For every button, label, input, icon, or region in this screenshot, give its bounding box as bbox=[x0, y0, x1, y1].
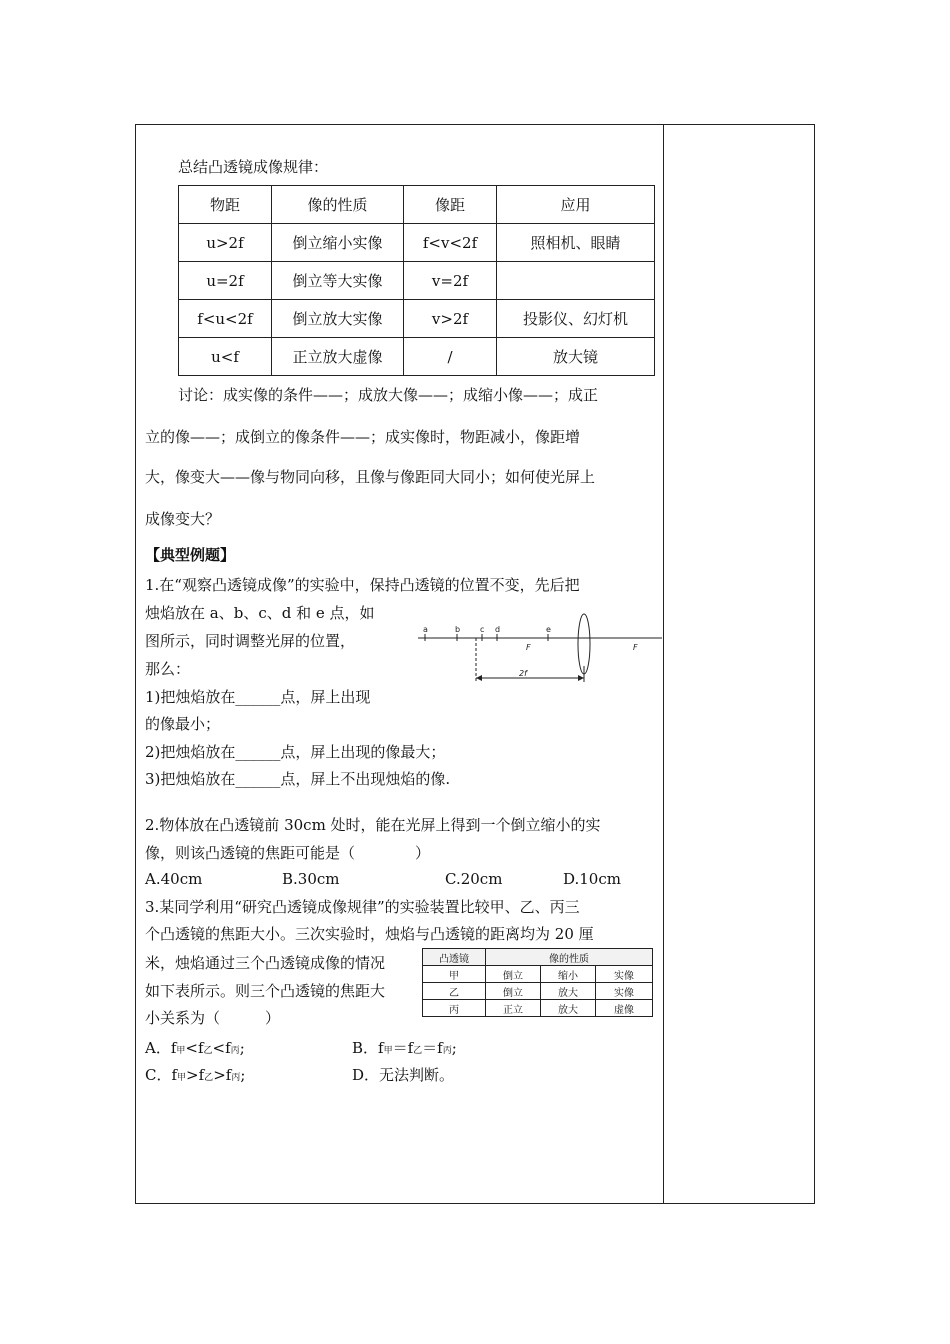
discussion-line-2: 立的像——；成倒立的像条件——；成实像时，物距减小，像距增 bbox=[145, 428, 581, 446]
table-row bbox=[179, 338, 655, 376]
header-cell: 像的性质 bbox=[486, 949, 653, 966]
table-cell: 正立 bbox=[486, 1000, 541, 1017]
q1-sub-3: 3)把烛焰放在______点，屏上不出现烛焰的像. bbox=[145, 770, 451, 788]
table-row bbox=[179, 224, 655, 262]
table-cell: 缩小 bbox=[541, 966, 596, 983]
q3-line-1: 3.某同学利用“研究凸透镜成像规律”的实验装置比较甲、乙、丙三 bbox=[145, 898, 580, 916]
table-cell bbox=[497, 262, 655, 300]
q3-line-3: 米，烛焰通过三个凸透镜成像的情况 bbox=[145, 954, 386, 972]
table-cell: 实像 bbox=[596, 983, 653, 1000]
q2-line-1: 2.物体放在凸透镜前 30cm 处时，能在光屏上得到一个倒立缩小的实 bbox=[145, 816, 601, 834]
q2-option-a: A.40cm bbox=[145, 870, 203, 888]
table-cell: v=2f bbox=[404, 262, 497, 300]
table-cell: u=2f bbox=[179, 262, 272, 300]
discussion-line-3: 大，像变大——像与物同向移，且像与像距同大同小；如何使光屏上 bbox=[145, 468, 596, 486]
header-cell: 像的性质 bbox=[272, 186, 404, 224]
q1-sub-2: 2)把烛焰放在______点，屏上出现的像最大； bbox=[145, 743, 446, 761]
q3-line-5: 小关系为（ ） bbox=[145, 1009, 281, 1027]
point-a-label: a bbox=[423, 625, 428, 634]
table-header-row bbox=[179, 186, 655, 224]
q1-line-4: 那么： bbox=[145, 660, 191, 678]
discussion-line-1: 讨论：成实像的条件——；成放大像——；成缩小像——；成正 bbox=[178, 386, 599, 404]
focus-right-label: F bbox=[633, 643, 638, 652]
focus-left-label: F bbox=[526, 643, 531, 652]
header-cell: 应用 bbox=[497, 186, 655, 224]
table-cell: 投影仪、幻灯机 bbox=[497, 300, 655, 338]
table-cell: 倒立等大实像 bbox=[272, 262, 404, 300]
lens-result-table bbox=[422, 948, 653, 1017]
arrow-right-icon bbox=[578, 675, 584, 681]
two-f-label: 2f bbox=[519, 669, 527, 678]
arrow-left-icon bbox=[476, 675, 482, 681]
table-cell: u<f bbox=[179, 338, 272, 376]
table-cell: 倒立缩小实像 bbox=[272, 224, 404, 262]
q3-option-c: C．f甲>f乙>f丙; bbox=[145, 1066, 246, 1084]
examples-heading: 【典型例题】 bbox=[145, 546, 236, 564]
table-row bbox=[179, 262, 655, 300]
table-cell: u>2f bbox=[179, 224, 272, 262]
discussion-line-4: 成像变大？ bbox=[145, 510, 221, 528]
table-cell: 乙 bbox=[423, 983, 486, 1000]
point-b-label: b bbox=[455, 625, 461, 634]
table-cell: / bbox=[404, 338, 497, 376]
header-cell: 像距 bbox=[404, 186, 497, 224]
convex-lens-icon bbox=[578, 614, 590, 674]
table-cell: 倒立 bbox=[486, 983, 541, 1000]
table-row bbox=[423, 966, 653, 983]
q3-option-d: D．无法判断。 bbox=[352, 1066, 455, 1084]
q2-option-b: B.30cm bbox=[282, 870, 340, 888]
table-cell: 实像 bbox=[596, 966, 653, 983]
q1-line-3: 图所示，同时调整光屏的位置， bbox=[145, 632, 356, 650]
q1-sub-1a: 1)把烛焰放在______点，屏上出现 bbox=[145, 688, 371, 706]
table-cell: 丙 bbox=[423, 1000, 486, 1017]
summary-title: 总结凸透镜成像规律： bbox=[178, 158, 329, 176]
table-row bbox=[423, 983, 653, 1000]
q3-line-2: 个凸透镜的焦距大小。三次实验时，烛焰与凸透镜的距离均为 20 厘 bbox=[145, 925, 594, 943]
q1-line-1: 1.在“观察凸透镜成像”的实验中，保持凸透镜的位置不变，先后把 bbox=[145, 576, 580, 594]
q3-line-4: 如下表所示。则三个凸透镜的焦距大 bbox=[145, 982, 386, 1000]
table-header-row bbox=[423, 949, 653, 966]
q2-option-d: D.10cm bbox=[563, 870, 621, 888]
point-c-label: c bbox=[480, 625, 485, 634]
q3-option-a: A．f甲<f乙<f丙; bbox=[145, 1039, 245, 1057]
table-cell: 正立放大虚像 bbox=[272, 338, 404, 376]
table-row bbox=[423, 1000, 653, 1017]
header-cell: 物距 bbox=[179, 186, 272, 224]
q1-line-2: 烛焰放在 a、b、c、d 和 e 点，如 bbox=[145, 604, 375, 622]
header-cell: 凸透镜 bbox=[423, 949, 486, 966]
point-e-label: e bbox=[546, 625, 551, 634]
q3-option-b: B．f甲＝f乙＝f丙; bbox=[352, 1039, 457, 1057]
table-cell: f<u<2f bbox=[179, 300, 272, 338]
table-cell: v>2f bbox=[404, 300, 497, 338]
table-cell: 放大镜 bbox=[497, 338, 655, 376]
imaging-rules-table bbox=[178, 185, 655, 376]
q1-sub-1b: 的像最小； bbox=[145, 715, 221, 733]
table-cell: 倒立 bbox=[486, 966, 541, 983]
table-row bbox=[179, 300, 655, 338]
table-cell: 倒立放大实像 bbox=[272, 300, 404, 338]
point-d-label: d bbox=[495, 625, 501, 634]
q2-line-2: 像，则该凸透镜的焦距可能是（ ） bbox=[145, 844, 431, 862]
table-cell: 放大 bbox=[541, 1000, 596, 1017]
q2-option-c: C.20cm bbox=[445, 870, 503, 888]
table-cell: 放大 bbox=[541, 983, 596, 1000]
table-cell: 虚像 bbox=[596, 1000, 653, 1017]
table-cell: 甲 bbox=[423, 966, 486, 983]
lens-optical-diagram bbox=[418, 610, 664, 690]
table-cell: 照相机、眼睛 bbox=[497, 224, 655, 262]
table-cell: f<v<2f bbox=[404, 224, 497, 262]
